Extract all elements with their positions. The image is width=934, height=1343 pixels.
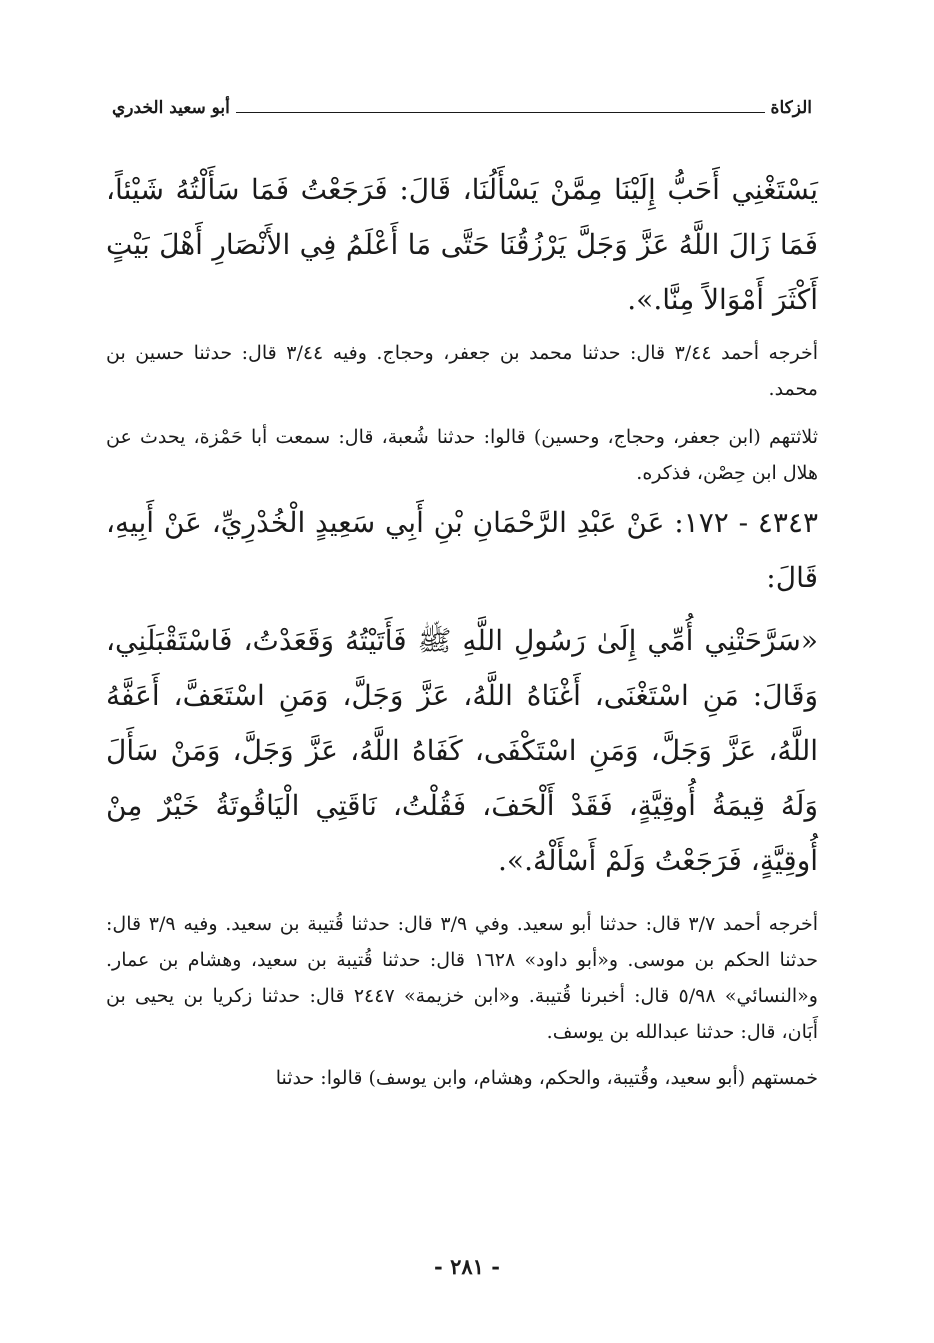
takhrij-note: ثلاثتهم (ابن جعفر، وحجاج، وحسين) قالوا: حدثنا شُعبة، قال: سمعت أبا حَمْزة، يحدث عن هلال ابن حِصْن، فذكره. bbox=[106, 426, 818, 484]
page-body bbox=[106, 162, 818, 1096]
hadith-text-continuation: يَسْتَغْنِي أَحَبُّ إِلَيْنَا مِمَّنْ يَسْأَلُنَا، قَالَ: فَرَجَعْتُ فَمَا سَأَلْتُهُ شَيْئاً، فَمَا زَالَ اللَّهُ عَزَّ وَجَلَّ يَرْزُقُنَا حَتَّى مَا أَعْلَمُ فِي الأَنْصَارِ أَهْلَ بَيْتٍ أَكْثَرَ أَمْوَالاً مِنَّا.». bbox=[106, 173, 818, 316]
hadith-text: «سَرَّحَتْنِي أُمِّي إِلَىٰ رَسُولِ اللَّهِ ﷺ فَأَتَيْتُهُ وَقَعَدْتُ، فَاسْتَقْبَلَنِي، وَقَالَ: مَنِ اسْتَغْنَى، أَغْنَاهُ اللَّهُ، عَزَّ وَجَلَّ، وَمَنِ اسْتَعَفَّ، أَعَفَّهُ اللَّهُ، عَزَّ وَجَلَّ، وَمَنِ اسْتَكْفَى، كَفَاهُ اللَّهُ، عَزَّ وَجَلَّ، وَمَنْ سَأَلَ وَلَهُ قِيمَةُ أُوقِيَّةٍ، فَقَدْ أَلْحَفَ، فَقُلْتُ، نَاقَتِي الْيَاقُوتَةُ خَيْرٌ مِنْ أُوقِيَّةٍ، فَرَجَعْتُ وَلَمْ أَسْأَلْهُ.». bbox=[106, 624, 818, 877]
takhrij-note: أخرجه أحمد ٣/٧ قال: حدثنا أبو سعيد. وفي ٣/٩ قال: حدثنا قُتيبة بن سعيد. وفيه ٣/٩ قال: حدثنا الحكم بن موسى. و«أبو داود» ١٦٢٨ قال: حدثنا قُتيبة بن سعيد، وهشام بن عمار. و«النسائي» ٥/٩٨ قال: أخبرنا قُتيبة. و«ابن خزيمة» ٢٤٤٧ قال: حدثنا زكريا بن يحيى بن أَبَان، قال: حدثنا عبدالله بن يوسف. bbox=[106, 913, 819, 1043]
running-header bbox=[112, 92, 812, 118]
takhrij-note: أخرجه أحمد ٣/٤٤ قال: حدثنا محمد بن جعفر، وحجاج. وفيه ٣/٤٤ قال: حدثنا حسين بن محمد. bbox=[106, 342, 818, 400]
hadith-heading: ٤٣٤٣ - ١٧٢: عَنْ عَبْدِ الرَّحْمَانِ بْنِ أَبِي سَعِيدٍ الْخُدْرِيِّ، عَنْ أَبِيهِ، قَالَ: bbox=[106, 506, 819, 594]
takhrij-note: خمستهم (أبو سعيد، وقُتيبة، والحكم، وهشام، وابن يوسف) قالوا: حدثنا bbox=[275, 1067, 818, 1089]
page-number: - ٢٨١ - bbox=[434, 1254, 500, 1279]
header-rule bbox=[236, 112, 765, 113]
header-companion: أبو سعيد الخدري bbox=[112, 98, 230, 118]
header-chapter: الزكاة bbox=[770, 98, 812, 118]
